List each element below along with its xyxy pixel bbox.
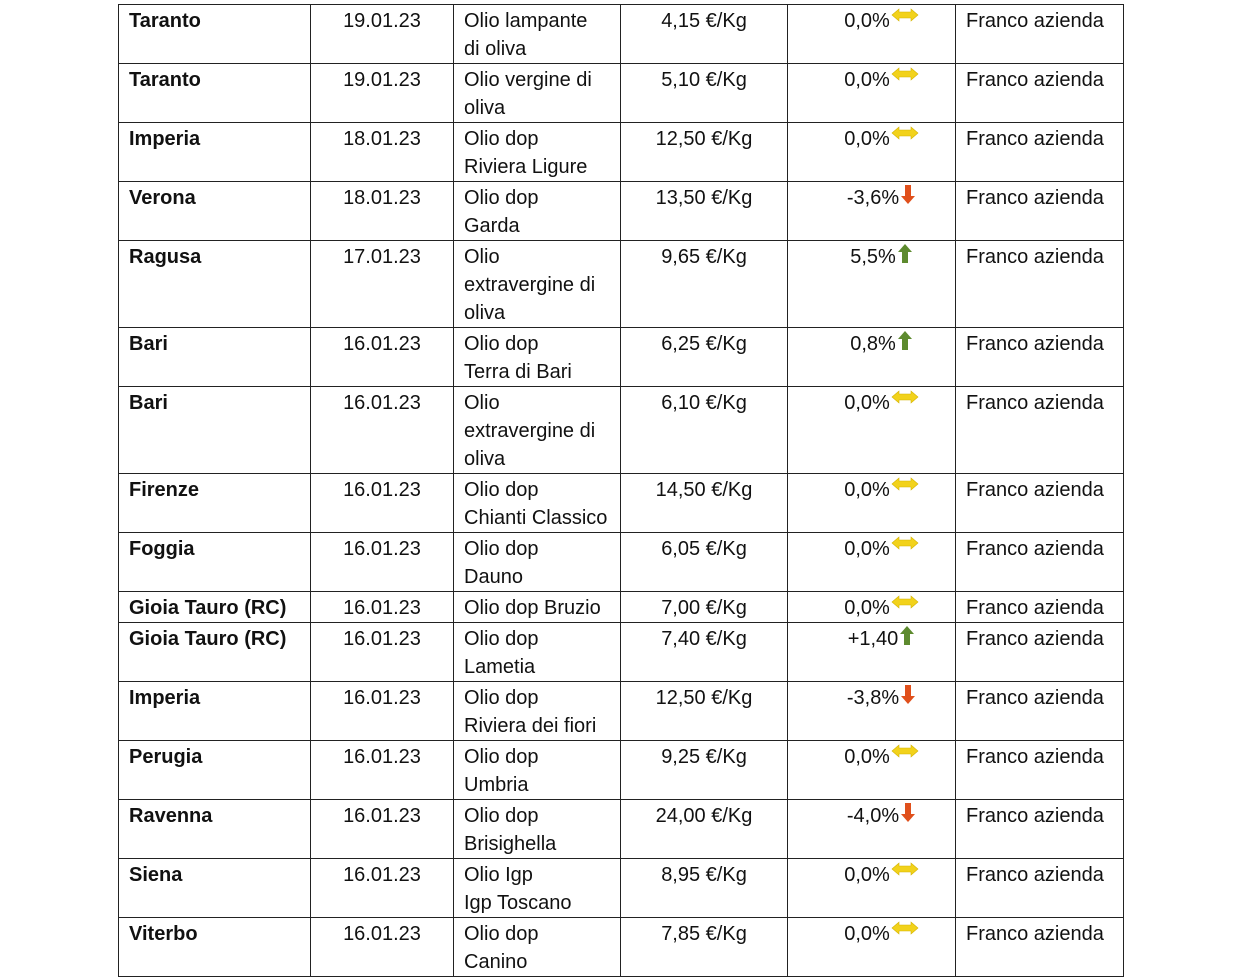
product-line: Olio dop bbox=[464, 687, 539, 709]
arrow-stable-icon bbox=[891, 594, 919, 610]
price-cell: 9,65 €/Kg bbox=[621, 241, 788, 328]
place-cell: Ragusa bbox=[119, 241, 311, 328]
product-line: Dauno bbox=[464, 566, 523, 588]
product-cell bbox=[454, 682, 621, 741]
terms-cell: Franco azienda bbox=[956, 328, 1124, 387]
place-cell: Firenze bbox=[119, 474, 311, 533]
date-cell: 16.01.23 bbox=[311, 800, 454, 859]
table-row bbox=[119, 859, 1124, 918]
terms-cell: Franco azienda bbox=[956, 623, 1124, 682]
price-cell: 5,10 €/Kg bbox=[621, 64, 788, 123]
product-line: extravergine di bbox=[464, 420, 596, 442]
variation-cell bbox=[788, 859, 956, 918]
place-cell: Verona bbox=[119, 182, 311, 241]
date-cell: 16.01.23 bbox=[311, 387, 454, 474]
terms-cell: Franco azienda bbox=[956, 741, 1124, 800]
product-line: Riviera dei fiori bbox=[464, 715, 597, 737]
arrow-down-icon bbox=[900, 802, 916, 824]
product-cell bbox=[454, 64, 621, 123]
product-line: Olio dop bbox=[464, 746, 539, 768]
variation-value: 0,0% bbox=[844, 479, 890, 501]
product-line: Olio vergine di bbox=[464, 69, 592, 91]
price-cell: 9,25 €/Kg bbox=[621, 741, 788, 800]
variation-value: -3,6% bbox=[846, 187, 900, 209]
price-cell: 24,00 €/Kg bbox=[621, 800, 788, 859]
product-line: Olio dop bbox=[464, 538, 539, 560]
product-cell bbox=[454, 241, 621, 328]
table-row bbox=[119, 64, 1124, 123]
price-cell: 7,85 €/Kg bbox=[621, 918, 788, 977]
place-cell: Imperia bbox=[119, 682, 311, 741]
date-cell: 16.01.23 bbox=[311, 623, 454, 682]
date-cell: 16.01.23 bbox=[311, 592, 454, 623]
product-line: Olio dop bbox=[464, 923, 539, 945]
table-row bbox=[119, 5, 1124, 64]
terms-cell: Franco azienda bbox=[956, 859, 1124, 918]
table-row bbox=[119, 123, 1124, 182]
terms-cell: Franco azienda bbox=[956, 123, 1124, 182]
olive-oil-price-table bbox=[118, 4, 1124, 977]
date-cell: 16.01.23 bbox=[311, 741, 454, 800]
date-cell: 18.01.23 bbox=[311, 123, 454, 182]
arrow-stable-icon bbox=[891, 743, 919, 759]
product-line: Lametia bbox=[464, 656, 536, 678]
table-row bbox=[119, 918, 1124, 977]
table-row bbox=[119, 741, 1124, 800]
product-cell bbox=[454, 123, 621, 182]
product-line: Olio dop bbox=[464, 333, 539, 355]
terms-cell: Franco azienda bbox=[956, 64, 1124, 123]
table-row bbox=[119, 682, 1124, 741]
date-cell: 16.01.23 bbox=[311, 859, 454, 918]
place-cell: Foggia bbox=[119, 533, 311, 592]
product-line: Olio dop bbox=[464, 187, 539, 209]
price-cell: 13,50 €/Kg bbox=[621, 182, 788, 241]
terms-cell: Franco azienda bbox=[956, 387, 1124, 474]
arrow-down-icon bbox=[900, 184, 916, 206]
product-line: Olio dop bbox=[464, 628, 539, 650]
product-line: Olio bbox=[464, 392, 500, 414]
terms-cell: Franco azienda bbox=[956, 592, 1124, 623]
price-cell: 6,05 €/Kg bbox=[621, 533, 788, 592]
product-cell bbox=[454, 533, 621, 592]
place-cell: Bari bbox=[119, 328, 311, 387]
table-row bbox=[119, 800, 1124, 859]
arrow-stable-icon bbox=[891, 125, 919, 141]
product-cell bbox=[454, 592, 621, 623]
table-row bbox=[119, 328, 1124, 387]
product-line: Brisighella bbox=[464, 833, 557, 855]
price-cell: 6,10 €/Kg bbox=[621, 387, 788, 474]
table-row bbox=[119, 387, 1124, 474]
price-cell: 14,50 €/Kg bbox=[621, 474, 788, 533]
price-cell: 12,50 €/Kg bbox=[621, 123, 788, 182]
place-cell: Siena bbox=[119, 859, 311, 918]
terms-cell: Franco azienda bbox=[956, 241, 1124, 328]
table-row bbox=[119, 241, 1124, 328]
variation-value: 5,5% bbox=[850, 246, 896, 268]
product-cell bbox=[454, 474, 621, 533]
variation-value: 0,0% bbox=[844, 69, 890, 91]
product-cell bbox=[454, 918, 621, 977]
variation-value: 0,0% bbox=[844, 128, 890, 150]
product-line: di oliva bbox=[464, 38, 527, 60]
place-cell: Taranto bbox=[119, 5, 311, 64]
date-cell: 16.01.23 bbox=[311, 918, 454, 977]
product-cell bbox=[454, 328, 621, 387]
product-line: extravergine di bbox=[464, 274, 596, 296]
date-cell: 18.01.23 bbox=[311, 182, 454, 241]
variation-cell bbox=[788, 123, 956, 182]
place-cell: Gioia Tauro (RC) bbox=[119, 623, 311, 682]
product-cell bbox=[454, 859, 621, 918]
product-line: oliva bbox=[464, 97, 506, 119]
product-line: Olio dop bbox=[464, 479, 539, 501]
table-row bbox=[119, 533, 1124, 592]
date-cell: 16.01.23 bbox=[311, 474, 454, 533]
variation-cell bbox=[788, 387, 956, 474]
product-line: Olio dop bbox=[464, 805, 539, 827]
place-cell: Gioia Tauro (RC) bbox=[119, 592, 311, 623]
product-cell bbox=[454, 623, 621, 682]
variation-value: 0,0% bbox=[844, 10, 890, 32]
variation-cell bbox=[788, 328, 956, 387]
product-line: Igp Toscano bbox=[464, 892, 572, 914]
arrow-up-icon bbox=[897, 243, 913, 265]
price-cell: 4,15 €/Kg bbox=[621, 5, 788, 64]
date-cell: 19.01.23 bbox=[311, 5, 454, 64]
product-cell bbox=[454, 800, 621, 859]
price-cell: 8,95 €/Kg bbox=[621, 859, 788, 918]
variation-cell bbox=[788, 682, 956, 741]
arrow-stable-icon bbox=[891, 476, 919, 492]
arrow-up-icon bbox=[897, 330, 913, 352]
product-line: Canino bbox=[464, 951, 528, 973]
variation-cell bbox=[788, 918, 956, 977]
variation-cell bbox=[788, 241, 956, 328]
product-cell bbox=[454, 741, 621, 800]
table-row bbox=[119, 474, 1124, 533]
arrow-stable-icon bbox=[891, 389, 919, 405]
terms-cell: Franco azienda bbox=[956, 5, 1124, 64]
price-cell: 7,00 €/Kg bbox=[621, 592, 788, 623]
variation-cell bbox=[788, 533, 956, 592]
variation-value: 0,0% bbox=[844, 597, 890, 619]
variation-cell bbox=[788, 741, 956, 800]
product-cell bbox=[454, 182, 621, 241]
arrow-stable-icon bbox=[891, 7, 919, 23]
variation-cell bbox=[788, 800, 956, 859]
table-body bbox=[119, 5, 1124, 977]
terms-cell: Franco azienda bbox=[956, 682, 1124, 741]
product-line: Riviera Ligure bbox=[464, 156, 588, 178]
place-cell: Perugia bbox=[119, 741, 311, 800]
date-cell: 16.01.23 bbox=[311, 328, 454, 387]
variation-value: 0,0% bbox=[844, 538, 890, 560]
place-cell: Taranto bbox=[119, 64, 311, 123]
product-line: oliva bbox=[464, 302, 506, 324]
variation-value: 0,0% bbox=[844, 864, 890, 886]
variation-value: 0,0% bbox=[844, 392, 890, 414]
product-line: Olio Igp bbox=[464, 864, 533, 886]
date-cell: 16.01.23 bbox=[311, 533, 454, 592]
date-cell: 19.01.23 bbox=[311, 64, 454, 123]
arrow-stable-icon bbox=[891, 535, 919, 551]
price-cell: 6,25 €/Kg bbox=[621, 328, 788, 387]
variation-cell bbox=[788, 474, 956, 533]
variation-value: 0,0% bbox=[844, 923, 890, 945]
variation-value: 0,8% bbox=[850, 333, 896, 355]
product-cell bbox=[454, 5, 621, 64]
product-line: oliva bbox=[464, 448, 506, 470]
terms-cell: Franco azienda bbox=[956, 533, 1124, 592]
arrow-stable-icon bbox=[891, 66, 919, 82]
price-cell: 7,40 €/Kg bbox=[621, 623, 788, 682]
variation-value: +1,40 bbox=[847, 628, 899, 650]
table-row bbox=[119, 182, 1124, 241]
product-line: Chianti Classico bbox=[464, 507, 608, 529]
arrow-stable-icon bbox=[891, 920, 919, 936]
product-line: Terra di Bari bbox=[464, 361, 572, 383]
price-cell: 12,50 €/Kg bbox=[621, 682, 788, 741]
terms-cell: Franco azienda bbox=[956, 800, 1124, 859]
place-cell: Bari bbox=[119, 387, 311, 474]
terms-cell: Franco azienda bbox=[956, 182, 1124, 241]
terms-cell: Franco azienda bbox=[956, 918, 1124, 977]
date-cell: 17.01.23 bbox=[311, 241, 454, 328]
arrow-stable-icon bbox=[891, 861, 919, 877]
arrow-up-icon bbox=[899, 625, 915, 647]
variation-value: -3,8% bbox=[846, 687, 900, 709]
variation-cell bbox=[788, 64, 956, 123]
product-line: Umbria bbox=[464, 774, 529, 796]
arrow-down-icon bbox=[900, 684, 916, 706]
variation-value: 0,0% bbox=[844, 746, 890, 768]
product-line: Olio bbox=[464, 246, 500, 268]
variation-cell bbox=[788, 592, 956, 623]
date-cell: 16.01.23 bbox=[311, 682, 454, 741]
variation-value: -4,0% bbox=[846, 805, 900, 827]
table-row bbox=[119, 592, 1124, 623]
variation-cell bbox=[788, 5, 956, 64]
product-line: Olio dop bbox=[464, 128, 539, 150]
table-row bbox=[119, 623, 1124, 682]
product-line: Garda bbox=[464, 215, 520, 237]
product-line: Olio dop Bruzio bbox=[464, 597, 601, 619]
place-cell: Imperia bbox=[119, 123, 311, 182]
place-cell: Viterbo bbox=[119, 918, 311, 977]
variation-cell bbox=[788, 623, 956, 682]
place-cell: Ravenna bbox=[119, 800, 311, 859]
terms-cell: Franco azienda bbox=[956, 474, 1124, 533]
product-cell bbox=[454, 387, 621, 474]
variation-cell bbox=[788, 182, 956, 241]
product-line: Olio lampante bbox=[464, 10, 588, 32]
